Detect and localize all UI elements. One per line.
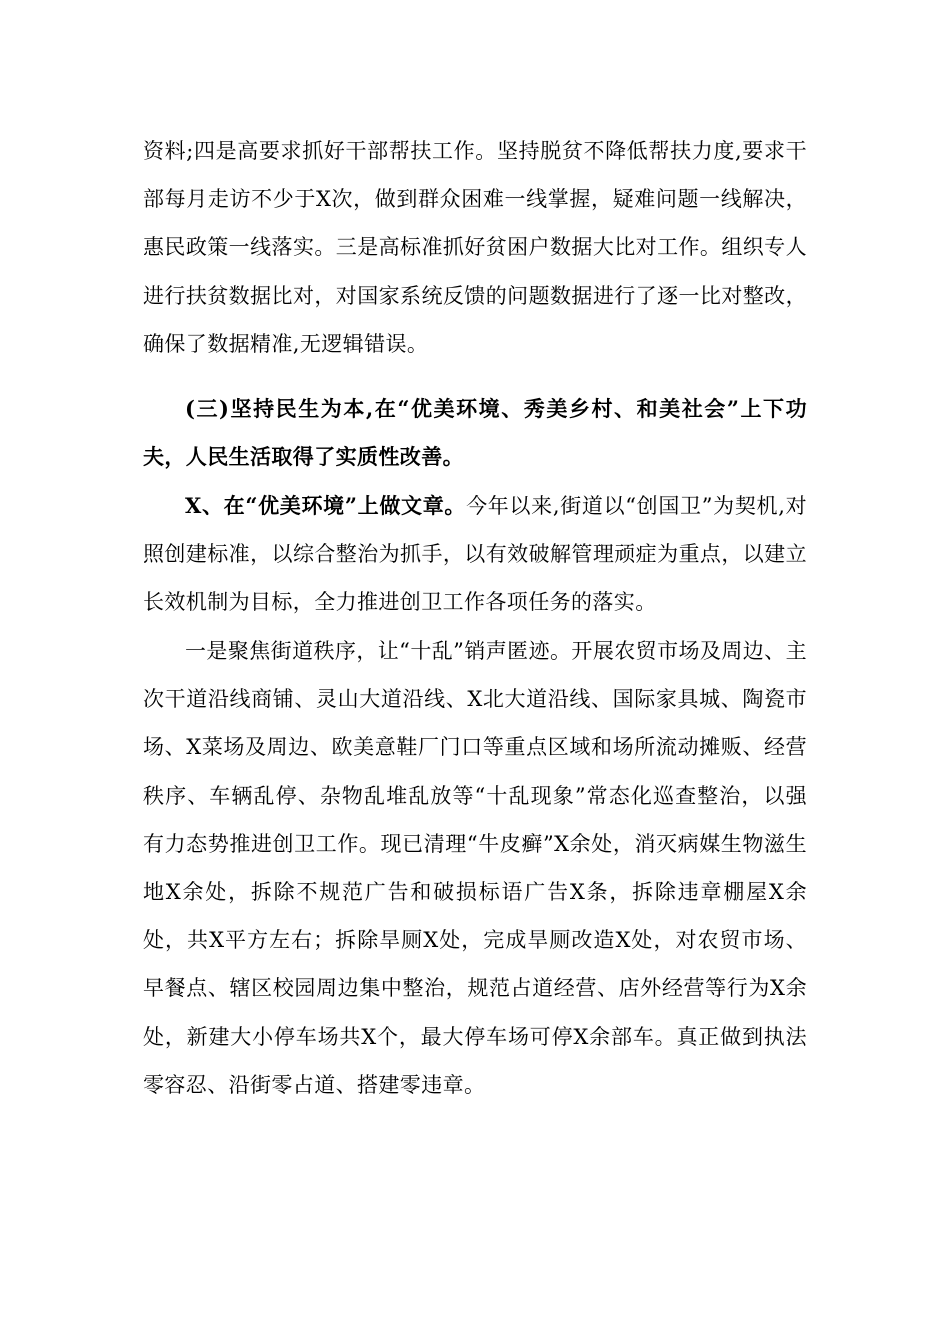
section-heading: (三)坚持民生为本,在“优美环境、秀美乡村、和美社会”上下功夫，人民生活取得了实质性改善。 bbox=[143, 396, 807, 470]
paragraph-street-order: 一是聚焦街道秩序，让“十乱”销声匿迹。开展农贸市场及周边、主次干道沿线商铺、灵山大道沿线、X北大道沿线、国际家具城、陶瓷市场、X菜场及周边、欧美意鞋厂门口等重点区域和场所流动摊贩、经营秩序、车辆乱停、杂物乱堆乱放等“十乱现象”常态化巡查整治，以强有力态势推进创卫工作。现已清理“牛皮癣”X余处，消灭病媒生物滋生地X余处，拆除不规范广告和破损标语广告X条，拆除违章棚屋X余处，共X平方左右；拆除旱厕X处，完成旱厕改造X处，对农贸市场、早餐点、辖区校园周边集中整治，规范占道经营、店外经营等行为X余处，新建大小停车场共X个，最大停车场可停X余部车。真正做到执法零容忍、沿街零占道、搭建零违章。 bbox=[143, 639, 807, 1097]
paragraph-environment bbox=[143, 482, 807, 627]
paragraph-lead: X、在“优美环境”上做文章。 bbox=[185, 493, 467, 518]
paragraph-body: 今年以来,街道以“创国卫”为契机,对照创建标准，以综合整治为抓手，以有效破解管理顽症为重点，以建立长效机制为目标，全力推进创卫工作各项任务的落实。 bbox=[143, 494, 807, 615]
paragraph-poverty-work: 资料;四是高要求抓好干部帮扶工作。坚持脱贫不降低帮扶力度,要求干部每月走访不少于X次，做到群众困难一线掌握，疑难问题一线解决，惠民政策一线落实。三是高标准抓好贫困户数据大比对工作。组织专人进行扶贫数据比对，对国家系统反馈的问题数据进行了逐一比对整改，确保了数据精准,无逻辑错误。 bbox=[143, 139, 807, 356]
